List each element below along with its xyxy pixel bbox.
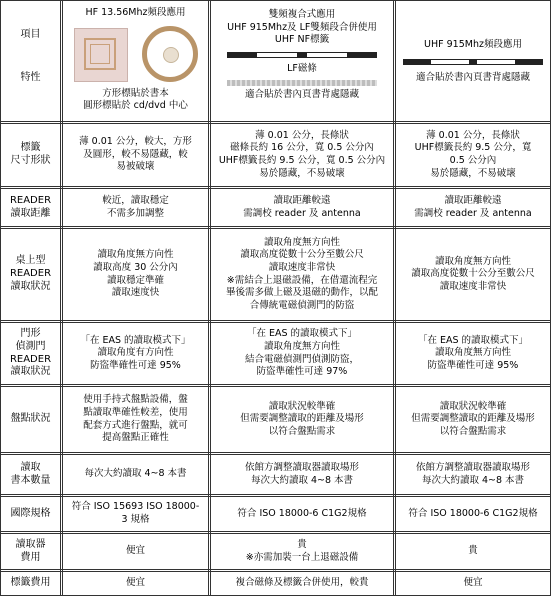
dual-standard: 符合 ISO 18000-6 C1G2規格: [237, 507, 367, 519]
row-label-reader-cost: 讀取器 費用: [15, 538, 46, 563]
row-label-read-distance: READER 讀取距離: [9, 194, 52, 219]
row-label-tag-size: 標籤 尺寸形狀: [10, 142, 51, 166]
uhf-standard: 符合 ISO 18000-6 C1G2規格: [408, 507, 538, 519]
header-hf-cell: [63, 1, 208, 121]
dual-reader-cost: 貴 ※亦需加裝一台上退磁設備: [245, 538, 359, 563]
row-label-book-count: 讀取 書本數量: [10, 461, 51, 486]
row-label-desktop-reader: 桌上型 READER 讀取狀況: [9, 255, 52, 292]
dual-caption: 適合貼於書內頁書背處隱藏: [244, 89, 359, 101]
dual-desktop-reader: 讀取角度無方向性 讀取高度從數十公分至數公尺 讀取速度非常快 ※需結合上退磁設備，在借還流程完 畢後需多做上磁及退磁的動作，以配 合傳統電磁偵測門的防盜: [225, 236, 378, 311]
item-label: 項目: [20, 29, 41, 40]
lf-label: LF磁條: [287, 62, 317, 74]
hf-standard: 符合 ISO 15693 ISO 18000- 3 規格: [71, 501, 200, 525]
hf-inventory: 使用手持式盤點設備，盤 點讀取準確性較差，使用 配套方式進行盤點，就可 提高盤點正確性: [83, 394, 188, 444]
hf-title: HF 13.56Mhz頻段應用: [85, 7, 186, 18]
uhf-tag-cost: 便宜: [463, 577, 483, 589]
hf-tag-size: 薄 0.01 公分，較大，方形 及圓形，較不易隱藏，較 易被破壞: [79, 136, 192, 173]
uhf-inventory: 讀取狀況較準確 但需要調整讀取的距離及場形 以符合盤點需求: [411, 400, 535, 437]
hf-tag-images: [66, 24, 206, 86]
row-label-standard: 國際規格: [10, 507, 51, 519]
row-label-inventory: 盤點狀況: [10, 413, 51, 425]
lf-strip-image: [227, 80, 377, 86]
hf-tag-cost: 便宜: [125, 577, 145, 589]
uhf-caption: 適合貼於書內頁書背處隱藏: [415, 71, 530, 83]
hf-read-distance: 較近，讀取穩定 不需多加調整: [102, 194, 169, 219]
uhf-strip-tag-image: [227, 50, 377, 60]
dual-read-distance: 讀取距離較遠 需調校 reader 及 antenna: [243, 194, 361, 219]
hf-reader-cost: 便宜: [125, 545, 145, 557]
dual-title-line: UHF NF標籤: [274, 34, 330, 46]
uhf-title: UHF 915Mhz頻段應用: [424, 39, 522, 50]
dual-gate-reader: 「在 EAS 的讀取模式下」 讀取角度無方向性 結合電磁偵測門偵測防盜， 防盜準確性可達 97%: [244, 328, 359, 378]
hf-caption-line: 方形標貼於書本: [102, 87, 169, 99]
dual-book-count: 依館方調整讀取器讀取場形 每次大約讀取 4~8 本書: [244, 461, 359, 486]
uhf-book-count: 依館方調整讀取器讀取場形 每次大約讀取 4~8 本書: [415, 461, 530, 486]
dual-inventory: 讀取狀況較準確 但需要調整讀取的距離及場形 以符合盤點需求: [240, 400, 364, 437]
hf-gate-reader: 「在 EAS 的讀取模式下」 讀取角度有方向性 防盜準確性可達 95%: [80, 334, 191, 371]
uhf-tag-size: 薄 0.01 公分，長條狀 UHF標籤長約 9.5 公分，寬 0.5 公分內 易於隱藏，不易破壞: [414, 129, 532, 179]
uhf-desktop-reader: 讀取角度無方向性 讀取高度從數十公分至數公尺 讀取速度非常快: [411, 255, 535, 292]
header-uhf-cell: [396, 1, 550, 121]
uhf-gate-reader: 「在 EAS 的讀取模式下」 讀取角度無方向性 防盜準確性可達 95%: [417, 334, 529, 371]
square-tag-image: [74, 28, 128, 82]
header-dual-cell: [211, 1, 393, 121]
dual-title-line: UHF 915Mhz及 LF雙頻段合併使用: [227, 21, 377, 33]
hf-caption-line: 圓形標貼於 cd/dvd 中心: [83, 100, 188, 112]
dual-title-line: 雙頻複合式應用: [268, 9, 336, 20]
feature-label: 特性: [20, 71, 41, 83]
uhf-strip-tag-image: [403, 57, 543, 67]
dual-tag-cost: 複合磁條及標籤合併使用，較貴: [235, 577, 369, 589]
uhf-reader-cost: 貴: [468, 545, 478, 557]
uhf-read-distance: 讀取距離較遠 需調校 reader 及 antenna: [414, 194, 532, 219]
round-tag-image: [142, 26, 198, 82]
hf-desktop-reader: 讀取角度無方向性 讀取高度 30 公分內 讀取穩定準確 讀取速度快: [93, 249, 178, 299]
row-label-tag-cost: 標籤費用: [10, 577, 51, 589]
header-label-cell: [1, 1, 60, 121]
hf-book-count: 每次大約讀取 4~8 本書: [84, 468, 187, 480]
row-label-gate-reader: 門形 偵測門 READER 讀取狀況: [9, 327, 52, 378]
dual-tag-size: 薄 0.01 公分，長條狀 磁條長約 16 公分，寬 0.5 公分內 UHF標籤長約 9.5 公分，寬 0.5 公分內 易於隱藏，不易破壞: [218, 129, 386, 179]
